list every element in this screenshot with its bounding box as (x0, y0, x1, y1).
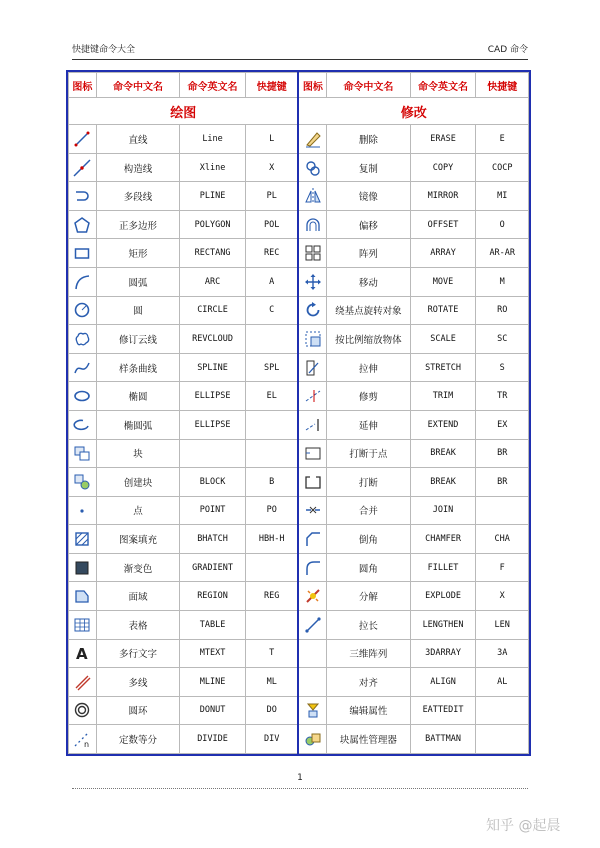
cell-command-en: BATTMAN (410, 725, 476, 754)
cell-command-zh: 图案填充 (96, 525, 179, 554)
cell-shortcut: C (245, 296, 298, 325)
table-header-row (69, 73, 529, 98)
cell-icon (298, 296, 326, 325)
erase-icon (304, 130, 322, 148)
arc-icon (73, 273, 91, 291)
cell-command-en: ELLIPSE (180, 382, 246, 411)
cell-command-en: SPLINE (180, 353, 246, 382)
lengthen-icon (304, 616, 322, 634)
cell-command-en: BLOCK (180, 468, 246, 497)
cell-shortcut: HBH-H (245, 525, 298, 554)
create-block-icon (73, 473, 91, 491)
cell-icon (69, 182, 97, 211)
cell-icon (298, 125, 326, 154)
spline-icon (73, 359, 91, 377)
cell-icon (69, 410, 97, 439)
cell-command-zh: 圆角 (327, 553, 410, 582)
table-row (69, 553, 529, 582)
array-icon (304, 244, 322, 262)
table-row (69, 325, 529, 354)
cell-shortcut: BR (476, 439, 529, 468)
cell-icon (298, 725, 326, 754)
cell-command-en: GRADIENT (180, 553, 246, 582)
table-row (69, 296, 529, 325)
chamfer-icon (304, 530, 322, 548)
cell-shortcut (245, 325, 298, 354)
cell-icon (298, 639, 326, 668)
cell-command-zh: 延伸 (327, 410, 410, 439)
cell-shortcut (245, 410, 298, 439)
cell-command-en: REVCLOUD (180, 325, 246, 354)
cell-icon (298, 582, 326, 611)
cell-icon (69, 725, 97, 754)
cell-command-zh: 表格 (96, 610, 179, 639)
cell-icon (69, 125, 97, 154)
revcloud-icon (73, 330, 91, 348)
cell-shortcut (245, 439, 298, 468)
cell-shortcut: REC (245, 239, 298, 268)
cell-icon (298, 410, 326, 439)
cell-shortcut: A (245, 268, 298, 297)
cell-icon (69, 239, 97, 268)
watermark: 知乎 @起晨 (486, 818, 561, 834)
cell-command-en: MOVE (410, 268, 476, 297)
cell-command-zh: 复制 (327, 153, 410, 182)
cell-command-zh: 移动 (327, 268, 410, 297)
cell-icon (69, 610, 97, 639)
cell-command-zh: 椭圆弧 (96, 410, 179, 439)
cell-shortcut: SPL (245, 353, 298, 382)
cell-icon (69, 496, 97, 525)
polygon-icon (73, 216, 91, 234)
section-modify-title: 修改 (298, 98, 528, 125)
cell-command-zh: 偏移 (327, 210, 410, 239)
cell-command-zh: 编辑属性 (327, 696, 410, 725)
cell-shortcut (476, 696, 529, 725)
section-draw-title: 绘图 (69, 98, 299, 125)
footer-divider (72, 788, 528, 789)
block-icon (73, 444, 91, 462)
table-row (69, 439, 529, 468)
cell-command-en: TABLE (180, 610, 246, 639)
cell-command-zh: 构造线 (96, 153, 179, 182)
cell-command-en: ALIGN (410, 668, 476, 697)
cell-command-zh: 多段线 (96, 182, 179, 211)
cell-command-en: MIRROR (410, 182, 476, 211)
cell-command-en: ROTATE (410, 296, 476, 325)
header-category: CAD 命令 (487, 45, 528, 55)
cell-command-en: BREAK (410, 439, 476, 468)
cell-icon (298, 153, 326, 182)
cell-command-en: MLINE (180, 668, 246, 697)
cell-command-zh: 多线 (96, 668, 179, 697)
cell-shortcut: MI (476, 182, 529, 211)
cell-shortcut (245, 553, 298, 582)
region-icon (73, 587, 91, 605)
scale-icon (304, 330, 322, 348)
table-row (69, 639, 529, 668)
cell-command-zh: 按比例缩放物体 (327, 325, 410, 354)
cell-icon (69, 553, 97, 582)
table-row (69, 582, 529, 611)
cell-command-zh: 圆弧 (96, 268, 179, 297)
cell-command-en: MTEXT (180, 639, 246, 668)
move-icon (304, 273, 322, 291)
cell-command-en: REGION (180, 582, 246, 611)
cell-shortcut: F (476, 553, 529, 582)
trim-icon (304, 387, 322, 405)
cell-command-en: BREAK (410, 468, 476, 497)
cell-command-zh: 对齐 (327, 668, 410, 697)
cell-icon (298, 496, 326, 525)
col-en-header: 命令英文名 (410, 73, 476, 98)
cell-shortcut (245, 610, 298, 639)
cell-icon (69, 439, 97, 468)
table-row (69, 125, 529, 154)
table-row (69, 153, 529, 182)
cell-command-en: COPY (410, 153, 476, 182)
copy-icon (304, 159, 322, 177)
svg-text:A: A (76, 645, 88, 663)
cell-command-zh: 椭圆 (96, 382, 179, 411)
cell-command-zh: 打断于点 (327, 439, 410, 468)
cell-command-zh: 修订云线 (96, 325, 179, 354)
cell-icon (298, 439, 326, 468)
cell-shortcut: PO (245, 496, 298, 525)
table-row (69, 696, 529, 725)
cell-command-en: ARRAY (410, 239, 476, 268)
cell-shortcut: CHA (476, 525, 529, 554)
ellipse-icon (73, 387, 91, 405)
cell-shortcut: AL (476, 668, 529, 697)
break-icon (304, 473, 322, 491)
cell-icon (298, 553, 326, 582)
cell-command-en: FILLET (410, 553, 476, 582)
cell-shortcut: POL (245, 210, 298, 239)
cell-shortcut: S (476, 353, 529, 382)
cell-command-en: CIRCLE (180, 296, 246, 325)
mline-icon (73, 673, 91, 691)
cell-command-en: POINT (180, 496, 246, 525)
cell-command-zh: 阵列 (327, 239, 410, 268)
cell-icon (69, 696, 97, 725)
cell-command-zh: 矩形 (96, 239, 179, 268)
cell-command-en: PLINE (180, 182, 246, 211)
cell-icon (298, 525, 326, 554)
line-icon (73, 130, 91, 148)
xline-icon (73, 159, 91, 177)
cell-command-en: BHATCH (180, 525, 246, 554)
cell-icon (69, 210, 97, 239)
table-row (69, 410, 529, 439)
mtext-icon (73, 644, 91, 662)
page-number: 1 (297, 773, 303, 783)
cell-command-en: DIVIDE (180, 725, 246, 754)
col-en-header: 命令英文名 (180, 73, 246, 98)
cell-command-zh: 三维阵列 (327, 639, 410, 668)
fillet-icon (304, 559, 322, 577)
divide-icon (73, 730, 91, 748)
cell-icon (298, 182, 326, 211)
cell-command-en: Line (180, 125, 246, 154)
point-icon (73, 501, 91, 519)
cell-command-en: JOIN (410, 496, 476, 525)
cell-icon (298, 610, 326, 639)
table-row (69, 610, 529, 639)
section-header-row (69, 98, 529, 125)
cell-shortcut: RO (476, 296, 529, 325)
cell-command-en: TRIM (410, 382, 476, 411)
cell-command-zh: 拉长 (327, 610, 410, 639)
command-table-frame (66, 70, 531, 756)
donut-icon (73, 701, 91, 719)
cell-shortcut: T (245, 639, 298, 668)
table-row (69, 525, 529, 554)
cell-command-en: Xline (180, 153, 246, 182)
col-shortcut-header: 快捷键 (476, 73, 529, 98)
cell-shortcut: X (245, 153, 298, 182)
cell-command-zh: 圆 (96, 296, 179, 325)
cell-command-zh: 打断 (327, 468, 410, 497)
cell-icon (298, 239, 326, 268)
cell-shortcut: EX (476, 410, 529, 439)
cell-shortcut: O (476, 210, 529, 239)
table-row (69, 239, 529, 268)
cell-shortcut: L (245, 125, 298, 154)
cell-command-zh: 拉伸 (327, 353, 410, 382)
table-row (69, 268, 529, 297)
cell-shortcut: 3A (476, 639, 529, 668)
cell-command-en: ELLIPSE (180, 410, 246, 439)
cell-icon (298, 696, 326, 725)
cell-icon (69, 296, 97, 325)
command-table (68, 72, 529, 754)
table-row (69, 468, 529, 497)
col-zh-header: 命令中文名 (96, 73, 179, 98)
cell-command-en: SCALE (410, 325, 476, 354)
cell-shortcut: TR (476, 382, 529, 411)
col-shortcut-header: 快捷键 (245, 73, 298, 98)
pline-icon (73, 187, 91, 205)
col-icon-header: 图标 (69, 73, 97, 98)
cell-command-zh: 修剪 (327, 382, 410, 411)
cell-command-zh: 渐变色 (96, 553, 179, 582)
cell-shortcut: COCP (476, 153, 529, 182)
battman-icon (304, 730, 322, 748)
cell-shortcut: E (476, 125, 529, 154)
cell-command-en: RECTANG (180, 239, 246, 268)
rectangle-icon (73, 244, 91, 262)
cell-shortcut: EL (245, 382, 298, 411)
cell-icon (69, 525, 97, 554)
cell-icon (69, 382, 97, 411)
cell-shortcut: REG (245, 582, 298, 611)
cell-shortcut: DO (245, 696, 298, 725)
cell-command-zh: 圆环 (96, 696, 179, 725)
eattedit-icon (304, 701, 322, 719)
table-row (69, 725, 529, 754)
cell-command-en: 3DARRAY (410, 639, 476, 668)
cell-shortcut: DIV (245, 725, 298, 754)
cell-icon (298, 668, 326, 697)
cell-command-zh: 多行文字 (96, 639, 179, 668)
offset-icon (304, 216, 322, 234)
table-row (69, 210, 529, 239)
cell-command-en: CHAMFER (410, 525, 476, 554)
cell-shortcut: BR (476, 468, 529, 497)
cell-shortcut: AR-AR (476, 239, 529, 268)
table-row (69, 496, 529, 525)
cell-icon (69, 468, 97, 497)
cell-command-zh: 定数等分 (96, 725, 179, 754)
table-row (69, 382, 529, 411)
col-zh-header: 命令中文名 (327, 73, 410, 98)
cell-command-en: POLYGON (180, 210, 246, 239)
extend-icon (304, 416, 322, 434)
cell-command-zh: 合并 (327, 496, 410, 525)
cell-command-en: EATTEDIT (410, 696, 476, 725)
circle-icon (73, 301, 91, 319)
join-icon (304, 501, 322, 519)
table-row (69, 182, 529, 211)
break-at-point-icon (304, 444, 322, 462)
cell-command-zh: 倒角 (327, 525, 410, 554)
cell-command-zh: 块属性管理器 (327, 725, 410, 754)
cell-shortcut: LEN (476, 610, 529, 639)
cell-icon (69, 268, 97, 297)
cell-icon (69, 353, 97, 382)
cell-command-en: ARC (180, 268, 246, 297)
cell-shortcut: B (245, 468, 298, 497)
cell-shortcut (476, 725, 529, 754)
gradient-icon (73, 559, 91, 577)
page-header (72, 42, 528, 56)
cell-icon (69, 639, 97, 668)
header-title: 快捷键命令大全 (72, 45, 136, 55)
cell-icon (69, 325, 97, 354)
cell-shortcut (476, 496, 529, 525)
mirror-icon (304, 187, 322, 205)
stretch-icon (304, 359, 322, 377)
cell-shortcut: M (476, 268, 529, 297)
cell-command-en: DONUT (180, 696, 246, 725)
cell-command-zh: 删除 (327, 125, 410, 154)
cell-command-en: LENGTHEN (410, 610, 476, 639)
cell-command-zh: 正多边形 (96, 210, 179, 239)
explode-icon (304, 587, 322, 605)
cell-icon (69, 153, 97, 182)
cell-command-zh: 面域 (96, 582, 179, 611)
cell-shortcut: X (476, 582, 529, 611)
header-divider (72, 59, 528, 60)
cell-command-en: EXTEND (410, 410, 476, 439)
cell-command-en: EXPLODE (410, 582, 476, 611)
cell-shortcut: ML (245, 668, 298, 697)
rotate-icon (304, 301, 322, 319)
svg-text:n: n (84, 740, 90, 749)
cell-command-en: ERASE (410, 125, 476, 154)
cell-command-zh: 点 (96, 496, 179, 525)
cell-command-zh: 分解 (327, 582, 410, 611)
ellipse-arc-icon (73, 416, 91, 434)
cell-command-en: OFFSET (410, 210, 476, 239)
table-row (69, 668, 529, 697)
cell-command-zh: 样条曲线 (96, 353, 179, 382)
cell-icon (298, 210, 326, 239)
cell-icon (298, 325, 326, 354)
hatch-icon (73, 530, 91, 548)
table-icon (73, 616, 91, 634)
cell-icon (298, 468, 326, 497)
col-icon-header: 图标 (298, 73, 326, 98)
cell-command-en: STRETCH (410, 353, 476, 382)
cell-icon (69, 668, 97, 697)
cell-icon (298, 353, 326, 382)
cell-command-en (180, 439, 246, 468)
cell-shortcut: SC (476, 325, 529, 354)
cell-shortcut: PL (245, 182, 298, 211)
table-row (69, 353, 529, 382)
cell-icon (298, 268, 326, 297)
cell-command-zh: 绕基点旋转对象 (327, 296, 410, 325)
cell-command-zh: 镜像 (327, 182, 410, 211)
cell-icon (69, 582, 97, 611)
cell-command-zh: 块 (96, 439, 179, 468)
cell-command-zh: 直线 (96, 125, 179, 154)
cell-command-zh: 创建块 (96, 468, 179, 497)
cell-icon (298, 382, 326, 411)
